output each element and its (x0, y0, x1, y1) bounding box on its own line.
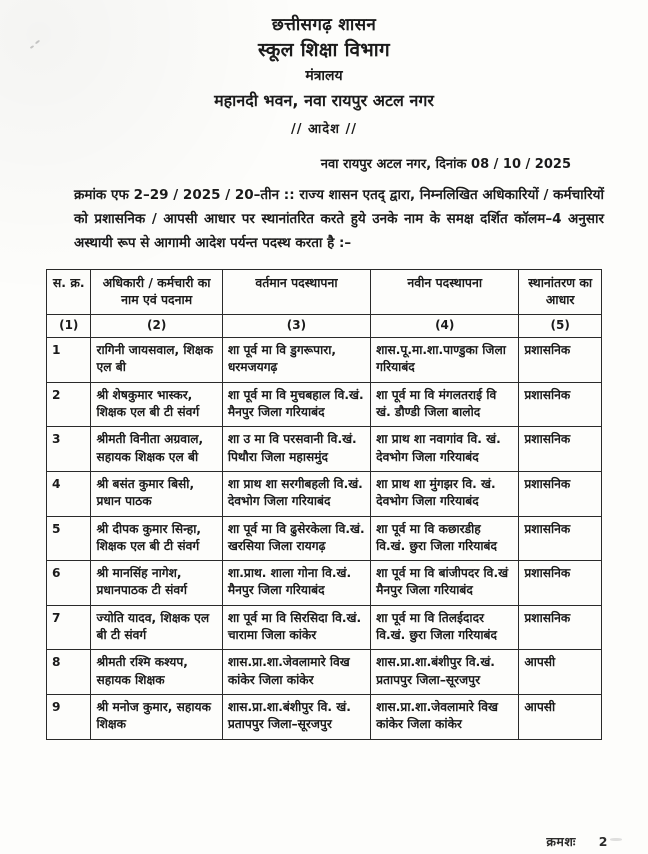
order-paragraph: क्रमांक एफ 2–29 / 2025 / 20–तीन :: राज्य शासन एतद् द्वारा, निम्नलिखित अधिकारियों / कर्मचारियों को प्रशासनिक / आपसी आधार पर स्थानांतरित करते हुये उनके नाम के समक्ष दर्शित कॉलम–4 अनुसार अस्थायी रूप से आगामी आदेश पर्यन्त पदस्थ करता है :– (74, 187, 604, 251)
row-serial: 3 (47, 427, 91, 472)
row-current-posting: शा प्राथ शा सरगीबहली वि.खं. देवभोग जिला गरियाबंद (222, 471, 370, 516)
column-number: (3) (222, 314, 370, 337)
table-row (47, 650, 602, 695)
row-new-posting: शा पूर्व मा वि तिलईदादर वि.खं. छुरा जिला गरियाबंद (371, 605, 519, 650)
row-current-posting: शा पूर्व मा वि ढुसेरकेला वि.खं. खरसिया जिला रायगढ़ (222, 516, 370, 561)
column-number: (2) (91, 314, 222, 337)
column-header-serial: स. क्र. (47, 270, 91, 315)
row-serial: 5 (47, 516, 91, 561)
row-new-posting: शास.प्रा.शा.बंशीपुर वि.खं. प्रतापपुर जिला–सूरजपुर (371, 650, 519, 695)
row-new-posting: शा पूर्व मा वि कछारडीह वि.खं. छुरा जिला गरियाबंद (371, 516, 519, 561)
row-basis: प्रशासनिक (519, 471, 602, 516)
row-serial: 4 (47, 471, 91, 516)
row-basis: प्रशासनिक (519, 516, 602, 561)
row-serial: 2 (47, 382, 91, 427)
row-name: श्रीमती विनीता अग्रवाल, सहायक शिक्षक एल बी (91, 427, 222, 472)
column-number: (5) (519, 314, 602, 337)
row-name: श्री दीपक कुमार सिन्हा, शिक्षक एल बी टी संवर्ग (91, 516, 222, 561)
document-header (22, 14, 626, 138)
continued-label: क्रमशः (546, 834, 576, 849)
row-current-posting: शास.प्रा.शा.बंशीपुर वि. खं. प्रतापपुर जिला–सूरजपुर (222, 695, 370, 740)
page-footer (546, 833, 608, 850)
column-number: (4) (371, 314, 519, 337)
government-name: छत्तीसगढ़ शासन (271, 15, 377, 35)
row-current-posting: शा पूर्व मा वि मुचबहाल वि.खं. मैनपुर जिला गरियाबंद (222, 382, 370, 427)
scan-speck-icon (610, 838, 622, 841)
row-new-posting: शास.प्रा.शा.जेवलामारे विख कांकेर जिला कांकेर (371, 695, 519, 740)
table-row (47, 605, 602, 650)
transfer-table (46, 269, 602, 740)
row-basis: प्रशासनिक (519, 605, 602, 650)
row-serial: 8 (47, 650, 91, 695)
place-and-date: नवा रायपुर अटल नगर, दिनांक 08 / 10 / 2025 (320, 157, 571, 173)
row-name: श्री मनोज कुमार, सहायक शिक्षक (91, 695, 222, 740)
row-basis: आपसी (519, 695, 602, 740)
row-current-posting: शा.प्राथ. शाला गोना वि.खं. मैनपुर जिला गरियाबंद (222, 561, 370, 606)
column-header-new-posting: नवीन पदस्थापना (371, 270, 519, 315)
row-name: रागिनी जायसवाल, शिक्षक एल बी (91, 337, 222, 382)
table-header-row (47, 270, 602, 315)
column-header-basis: स्थानांतरण का आधार (519, 270, 602, 315)
page-number: 2 (598, 834, 608, 849)
row-name: श्री मानसिंह नागेश, प्रधानपाठक टी संवर्ग (91, 561, 222, 606)
table-row (47, 337, 602, 382)
row-current-posting: शा पूर्व मा वि डुगरूपारा, धरमजयगढ़ (222, 337, 370, 382)
table-row (47, 471, 602, 516)
order-heading: // आदेश // (290, 122, 358, 138)
row-name: श्री बसंत कुमार बिसी, प्रधान पाठक (91, 471, 222, 516)
row-current-posting: शा उ मा वि परसवानी वि.खं. पिथौरा जिला महासमुंद (222, 427, 370, 472)
row-basis: प्रशासनिक (519, 427, 602, 472)
row-serial: 7 (47, 605, 91, 650)
row-basis: आपसी (519, 650, 602, 695)
row-new-posting: शास.पू.मा.शा.पाण्डुका जिला गरियाबंद (371, 337, 519, 382)
column-header-current-posting: वर्तमान पदस्थापना (222, 270, 370, 315)
row-serial: 1 (47, 337, 91, 382)
row-new-posting: शा पूर्व मा वि मंगलतराई वि खं. डौण्डी जिला बालोद (371, 382, 519, 427)
row-name: ज्योति यादव, शिक्षक एल बी टी संवर्ग (91, 605, 222, 650)
row-new-posting: शा पूर्व मा वि बांजीपदर वि.खं मैनपुर जिला गरियाबंद (371, 561, 519, 606)
table-row (47, 516, 602, 561)
row-serial: 9 (47, 695, 91, 740)
row-current-posting: शा पूर्व मा वि सिरसिदा वि.खं. चारामा जिला कांकेर (222, 605, 370, 650)
column-number: (1) (47, 314, 91, 337)
row-serial: 6 (47, 561, 91, 606)
row-name: श्री शेषकुमार भास्कर, शिक्षक एल बी टी संवर्ग (91, 382, 222, 427)
row-basis: प्रशासनिक (519, 337, 602, 382)
table-row (47, 427, 602, 472)
row-current-posting: शास.प्रा.शा.जेवलामारे विख कांकेर जिला कांकेर (222, 650, 370, 695)
row-new-posting: शा प्राथ शा नवागांव वि. खं. देवभोग जिला गरियाबंद (371, 427, 519, 472)
row-new-posting: शा प्राथ शा मुंगझर वि. खं. देवभोग जिला गरियाबंद (371, 471, 519, 516)
department-name: स्कूल शिक्षा विभाग (258, 39, 390, 62)
table-row (47, 695, 602, 740)
address-line: महानदी भवन, नवा रायपुर अटल नगर (214, 90, 434, 110)
table-column-number-row (47, 314, 602, 337)
table-row (47, 561, 602, 606)
row-name: श्रीमती रश्मि कश्यप, सहायक शिक्षक (91, 650, 222, 695)
column-header-name: अधिकारी / कर्मचारी का नाम एवं पदनाम (91, 270, 222, 315)
row-basis: प्रशासनिक (519, 382, 602, 427)
table-row (47, 382, 602, 427)
row-basis: प्रशासनिक (519, 561, 602, 606)
ministry-name: मंत्रालय (305, 67, 343, 84)
